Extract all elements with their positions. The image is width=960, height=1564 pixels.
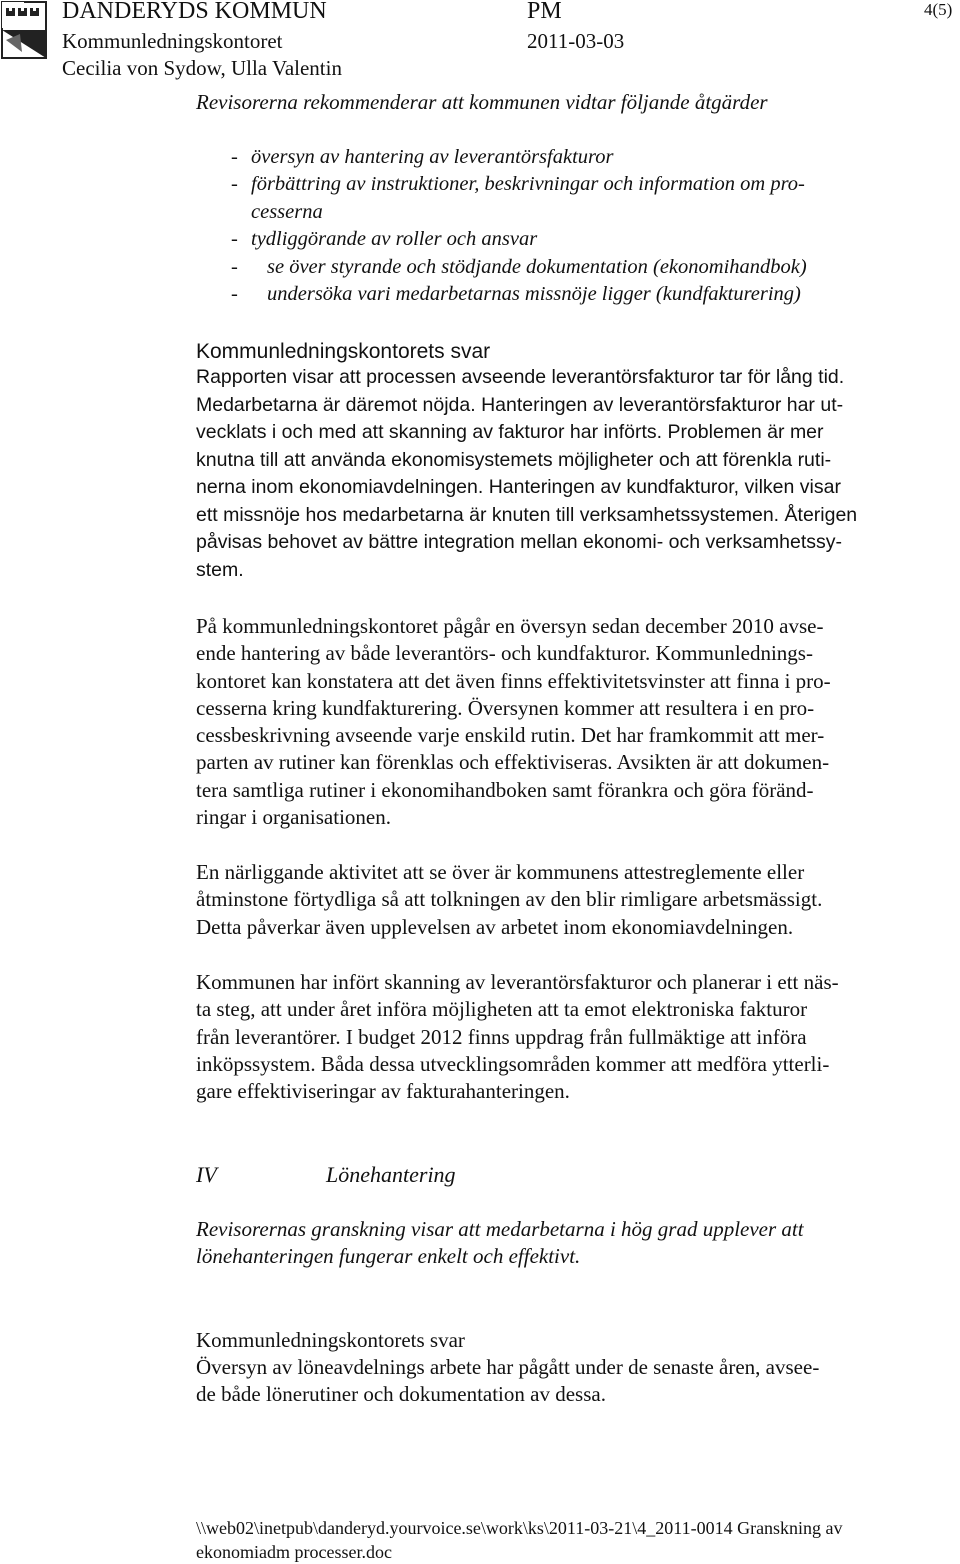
paragraph-scanning <box>196 969 839 1105</box>
municipality-logo <box>0 0 48 60</box>
list-item <box>231 144 931 171</box>
paragraph-attest <box>196 859 822 941</box>
list-dash: - <box>231 283 238 306</box>
list-item-text: undersöka vari medarbetarnas missnöje ligger (kundfakturering) <box>267 283 801 306</box>
text-line: ta steg, att under året införa möjligheten att ta emot elektroniska fakturor <box>196 997 808 1022</box>
text-line: \\web02\inetpub\danderyd.yourvoice.se\work\ks\2011-03-21\4_2011-0014 Granskning av <box>196 1518 843 1538</box>
paragraph-review <box>196 613 831 831</box>
answer-heading: Kommunledningskontorets svar <box>196 340 491 363</box>
header-org: DANDERYDS KOMMUN <box>62 0 327 24</box>
text-line: gare effektiviseringar av fakturahanteringen. <box>196 1079 570 1104</box>
text-line: de både lönerutiner och dokumentation av dessa. <box>196 1382 606 1407</box>
answer-heading: Kommunledningskontorets svar <box>196 1328 465 1352</box>
list-dash: - <box>231 228 238 251</box>
text-line: från leverantörer. I budget 2012 finns uppdrag från fullmäktige att införa <box>196 1024 807 1049</box>
text-line: ringar i organisationen. <box>196 805 391 830</box>
text-line: Översyn av löneavdelnings arbete har pågått under de senaste åren, avsee- <box>196 1355 820 1379</box>
text-line: På kommunledningskontoret pågår en översyn sedan december 2010 avse- <box>196 614 824 638</box>
footer-file-path <box>196 1516 843 1564</box>
section-title: Lönehantering <box>326 1162 456 1187</box>
text-line: ett missnöje hos medarbetarna är knuten till verksamhetssystemen. Återigen <box>196 503 858 526</box>
header-doc-type: PM <box>527 0 562 24</box>
list-item <box>231 171 931 226</box>
text-line: parten av rutiner kan förenklas och effektiviseras. Avsikten är att dokumen- <box>196 750 830 775</box>
list-item <box>231 254 931 281</box>
text-line: inköpssystem. Båda dessa utvecklingsområden kommer att medföra ytterli- <box>196 1051 830 1076</box>
list-dash: - <box>231 255 238 278</box>
list-item-text: översyn av hantering av leverantörsfakturor <box>251 146 614 168</box>
text-line: ende hantering av både leverantörs- och kundfakturor. Kommunlednings- <box>196 641 813 666</box>
text-line: En närliggande aktivitet att se över är kommunens attestreglemente eller <box>196 860 805 884</box>
list-item <box>231 281 931 308</box>
page-number: 4(5) <box>924 0 953 19</box>
header-date: 2011-03-03 <box>527 29 625 53</box>
text-line: tera samtliga rutiner i ekonomihandboken samt förankra och göra föränd- <box>196 777 814 802</box>
text-line: nerna inom ekonomiavdelningen. Hanteringen av kundfakturor, vilken visar <box>196 476 841 498</box>
recommendation-heading: Revisorerna rekommenderar att kommunen vidtar följande åtgärder <box>196 90 768 114</box>
text-line: Rapporten visar att processen avseende leverantörsfakturor tar för lång tid. <box>196 366 845 388</box>
text-line: Medarbetarna är däremot nöjda. Hanteringen av leverantörsfakturor har ut- <box>196 393 844 416</box>
text-line: vecklats i och med att skanning av fakturor har införts. Problemen är mer <box>196 421 824 443</box>
text-line: knutna till att använda ekonomisystemets möjligheter och att förenkla ruti- <box>196 448 832 471</box>
text-line: åtminstone förtydliga så att tolkningen av den blir rimligare arbetsmässigt. <box>196 887 823 912</box>
recommendation-list <box>231 144 931 308</box>
text-line: cesserna kring kundfakturering. Översynen kommer att resultera i en pro- <box>196 695 815 720</box>
list-dash: - <box>231 173 238 196</box>
text-line: Revisorernas granskning visar att medarbetarna i hög grad upplever att <box>196 1217 804 1241</box>
text-line: Kommunen har infört skanning av leverantörsfakturor och planerar i ett näs- <box>196 970 839 994</box>
list-item-text: cesserna <box>251 200 323 223</box>
text-line: stem. <box>196 558 244 581</box>
header-authors: Cecilia von Sydow, Ulla Valentin <box>62 56 342 80</box>
list-item-text: tydliggörande av roller och ansvar <box>251 228 538 251</box>
text-line: påvisas behovet av bättre integration mellan ekonomi- och verksamhetssy- <box>196 531 842 553</box>
list-item-text: se över styrande och stödjande dokumentation (ekonomihandbok) <box>267 255 807 278</box>
list-item-text: förbättring av instruktioner, beskrivningar och information om pro- <box>251 173 805 196</box>
text-line: cessbeskrivning avseende varje enskild rutin. Det har framkommit att mer- <box>196 723 825 748</box>
header-office: Kommunledningskontoret <box>62 29 283 53</box>
text-line: kontoret kan konstatera att det även finns effektivitetsvinster att finna i pro- <box>196 668 831 693</box>
answer-paragraph <box>196 364 857 584</box>
finding-paragraph <box>196 1216 804 1271</box>
list-dash: - <box>231 146 238 168</box>
text-line: Detta påverkar även upplevelsen av arbetet inom ekonomiavdelningen. <box>196 914 794 939</box>
list-item <box>231 226 931 253</box>
text-line: ekonomiadm processer.doc <box>196 1542 392 1562</box>
answer-paragraph <box>196 1354 819 1409</box>
section-number: IV <box>196 1162 217 1187</box>
text-line: lönehanteringen fungerar enkelt och effektivt. <box>196 1244 581 1269</box>
